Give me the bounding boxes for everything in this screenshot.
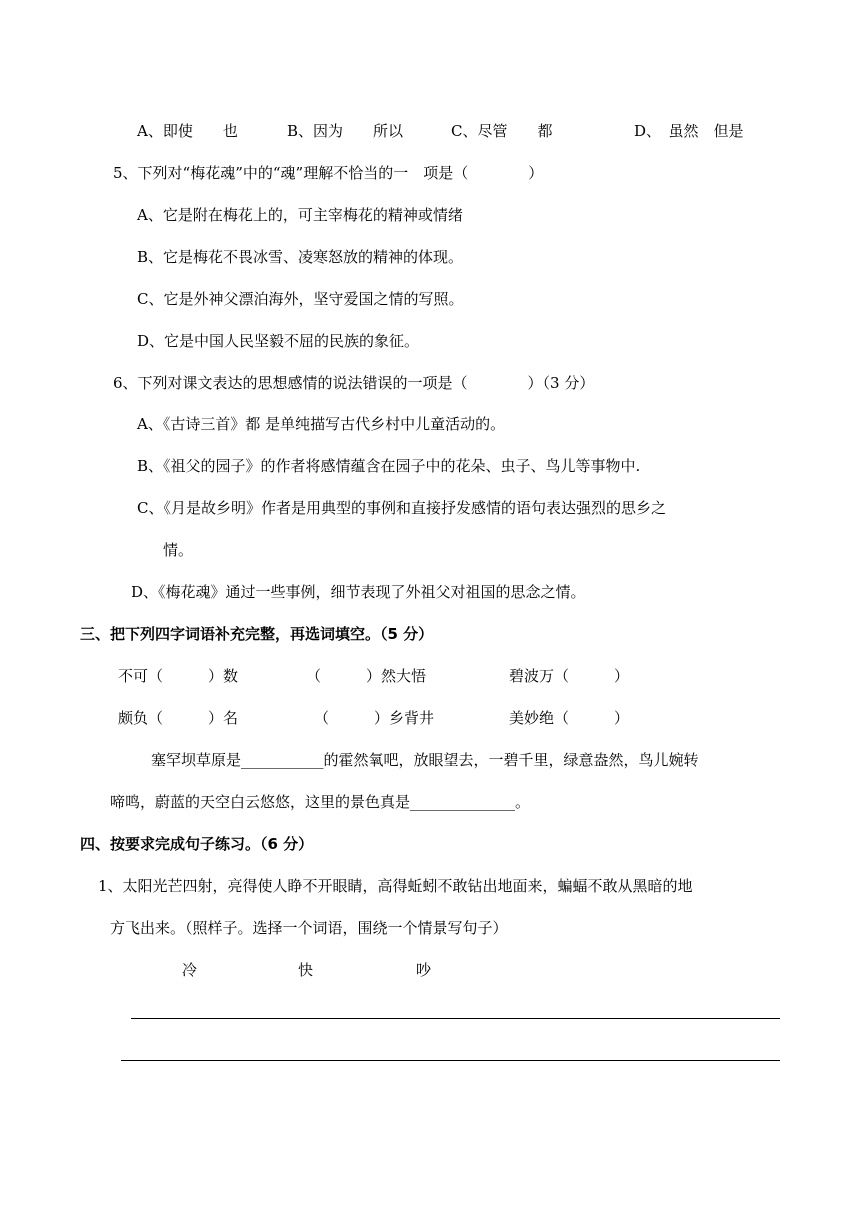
q5-option-b: B、它是梅花不畏冰雪、凌寒怒放的精神的体现。 [137,248,464,266]
choice-word: 快 [298,961,314,979]
section3-heading: 三、把下列四字词语补充完整，再选词填空。（5 分） [80,625,434,643]
q4-option-c: C、尽管 都 [451,122,553,140]
word-item: 不可（ ）数 [118,667,239,685]
q6-option-c-line2: 情。 [163,541,194,559]
answer-line[interactable] [121,1060,780,1061]
word-item: （ ）然大悟 [306,667,427,685]
q6-option-c-line1: C、《月是故乡明》作者是用典型的事例和直接抒发感情的语句表达强烈的思乡之 [137,499,666,517]
q1-line1: 1、太阳光芒四射，亮得使人睁不开眼睛，高得蚯蚓不敢钻出地面来，蝙蝠不敢从黑暗的地 [98,877,693,895]
choice-word: 吵 [416,961,432,979]
q4-option-d: D、 虽然 但是 [634,122,744,140]
word-item: 颇负（ ）名 [118,709,239,727]
section4-heading: 四、按要求完成句子练习。（6 分） [80,835,314,853]
q5-option-a: A、它是附在梅花上的，可主宰梅花的精神或情绪 [137,206,463,224]
fill-paragraph-line2: 啼鸣，蔚蓝的天空白云悠悠，这里的景色真是______________。 [110,793,531,811]
q6-option-b: B、《祖父的园子》的作者将感情蕴含在园子中的花朵、虫子、鸟儿等事物中. [137,457,641,475]
fill-paragraph-line1: 塞罕坝草原是___________的霍然氧吧，放眼望去，一碧千里，绿意盎然，鸟儿婉转 [151,751,699,769]
answer-line[interactable] [131,1018,780,1019]
q5-option-c: C、它是外神父漂泊海外，坚守爱国之情的写照。 [137,290,464,308]
q5-option-d: D、它是中国人民坚毅不屈的民族的象征。 [137,332,420,350]
q6-option-d: D、《梅花魂》通过一些事例，细节表现了外祖父对祖国的思念之情。 [131,583,586,601]
word-item: （ ）乡背井 [314,709,435,727]
q5-stem: 5、下列对“梅花魂”中的“魂”理解不恰当的一 项是（ ） [113,164,544,182]
word-item: 碧波万（ ） [509,667,630,685]
q4-option-b: B、因为 所以 [287,122,404,140]
choice-word: 冷 [182,961,198,979]
q4-option-a: A、即使 也 [137,122,238,140]
word-item: 美妙绝（ ） [509,709,630,727]
q6-option-a: A、《古诗三首》都 是单纯描写古代乡村中儿童活动的。 [137,415,506,433]
q6-stem: 6、下列对课文表达的思想感情的说法错误的一项是（ ）（3 分） [113,374,595,392]
q1-line2: 方飞出来。（照样子。选择一个词语，围绕一个情景写句子） [110,919,508,937]
